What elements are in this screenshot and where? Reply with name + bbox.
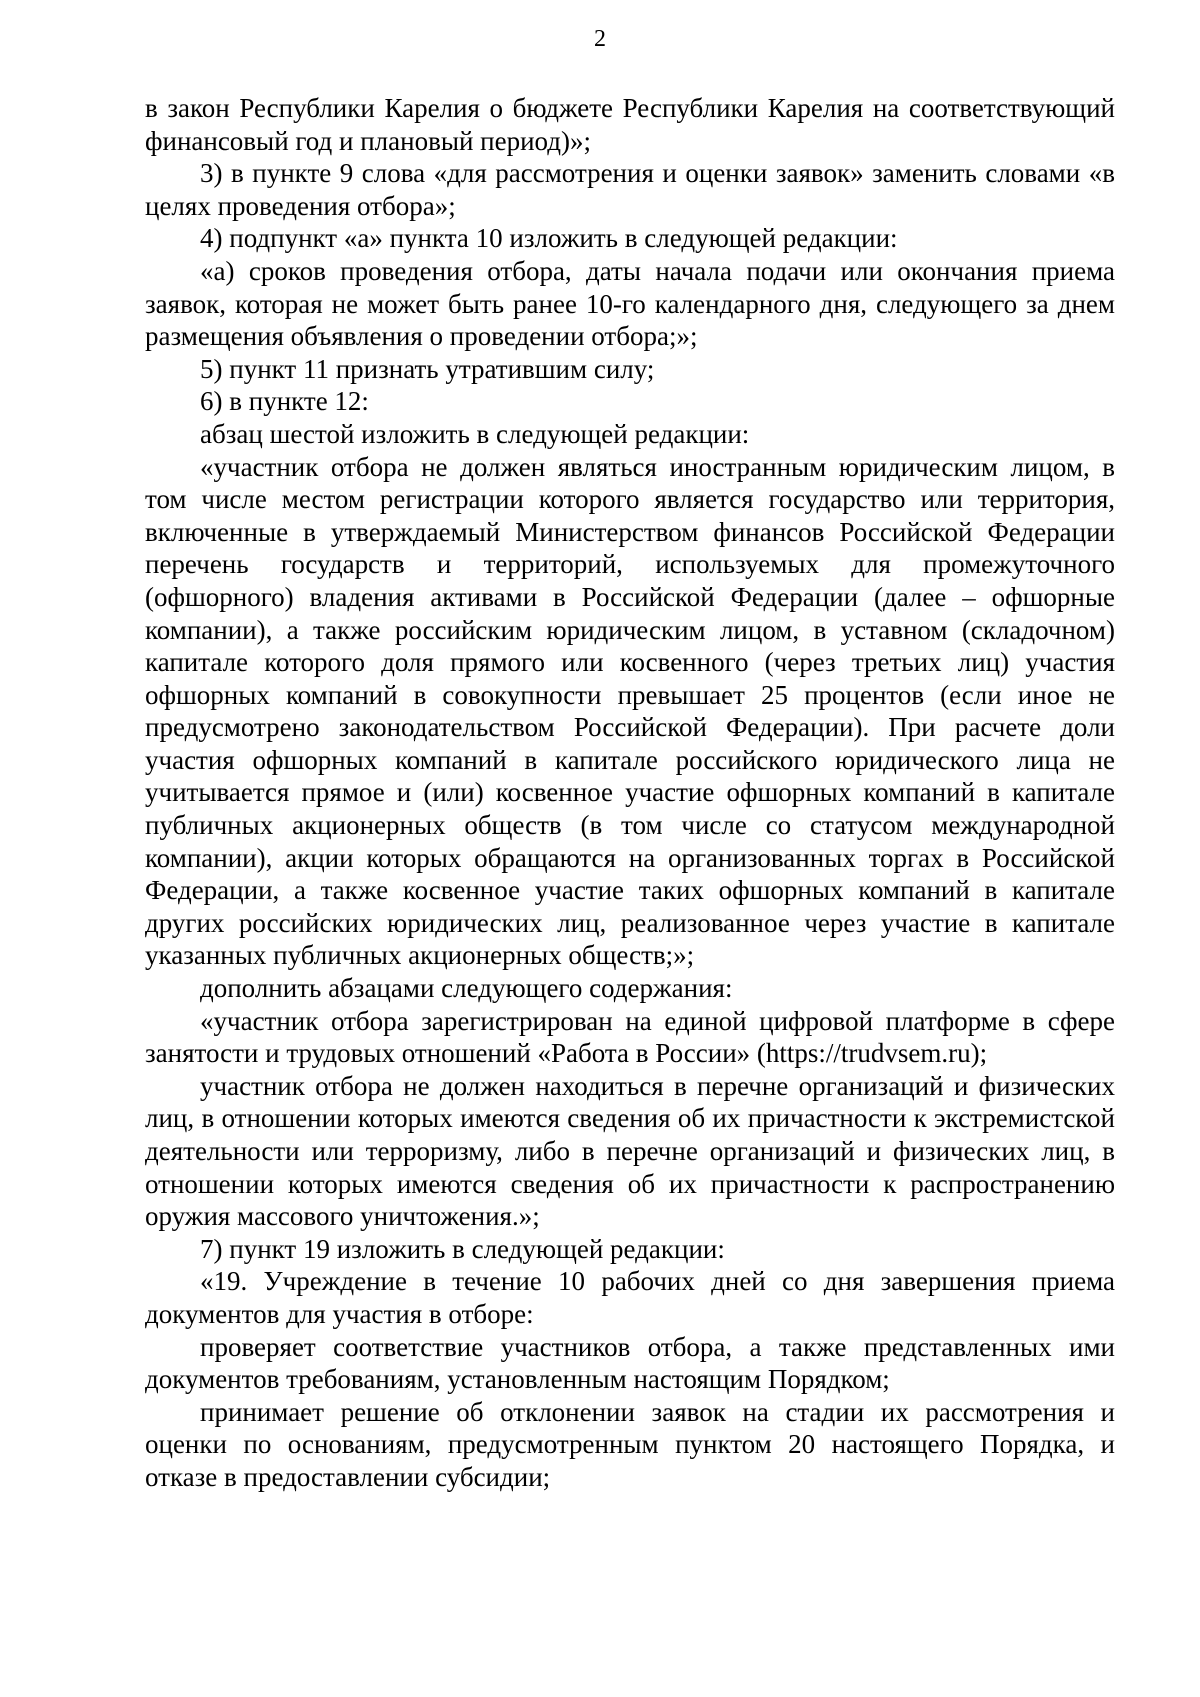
page-number: 2	[594, 26, 606, 52]
paragraph: 3) в пункте 9 слова «для рассмотрения и оценки заявок» заменить словами «в целях проведения отбора»;	[145, 158, 1115, 221]
paragraph: 5) пункт 11 признать утратившим силу;	[200, 353, 655, 384]
paragraph: 4) подпункт «а» пункта 10 изложить в следующей редакции:	[200, 223, 898, 254]
paragraph: проверяет соответствие участников отбора, а также представленных ими документов требованиям, установленным настоящим Порядком;	[145, 1331, 1115, 1395]
paragraph: абзац шестой изложить в следующей редакции:	[200, 418, 750, 449]
paragraph: в закон Республики Карелия о бюджете Республики Карелия на соответствующий финансовый год и плановый период)»;	[145, 93, 1115, 156]
paragraph: «участник отбора зарегистрирован на единой цифровой платформе в сфере занятости и трудовых отношений «Работа в России» (https://trudvsem.ru);	[145, 1005, 1115, 1069]
paragraph: 6) в пункте 12:	[200, 386, 369, 417]
paragraph: 7) пункт 19 изложить в следующей редакции:	[200, 1233, 725, 1264]
paragraph: дополнить абзацами следующего содержания:	[200, 973, 733, 1004]
paragraph: «а) сроков проведения отбора, даты начала подачи или окончания приема заявок, которая не может быть ранее 10-го календарного дня, следующего за днем размещения объявления о проведении отбора;»;	[145, 255, 1115, 352]
paragraph: «участник отбора не должен являться иностранным юридическим лицом, в том числе местом регистрации которого является государство или территория, включенные в утверждаемый Министерством финансов Российской Федерации перечень государств и территорий, используемых для промежуточного (офшорного) владения активами в Российской Федерации (далее – офшорные компании), а также российским юридическим лицом, в уставном (складочном) капитале которого доля прямого или косвенного (через третьих лиц) участия офшорных компаний в совокупности превышает 25 процентов (если иное не предусмотрено законодательством Российской Федерации). При расчете доли участия офшорных компаний в капитале российского юридического лица не учитывается прямое и (или) косвенное участие офшорных компаний в капитале публичных акционерных обществ (в том числе со статусом международной компании), акции которых обращаются на организованных торгах в Российской Федерации, а также косвенное участие таких офшорных компаний в капитале других российских юридических лиц, реализованное через участие в капитале указанных публичных акционерных обществ;»;	[145, 451, 1115, 971]
paragraph: «19. Учреждение в течение 10 рабочих дней со дня завершения приема документов для участия в отборе:	[145, 1266, 1115, 1329]
paragraph: принимает решение об отклонении заявок на стадии их рассмотрения и оценки по основаниям, предусмотренным пунктом 20 настоящего Порядка, и отказе в предоставлении субсидии;	[145, 1396, 1115, 1492]
paragraph: участник отбора не должен находиться в перечне организаций и физических лиц, в отношении которых имеются сведения об их причастности к экстремистской деятельности или терроризму, либо в перечне организаций и физических лиц, в отношении которых имеются сведения об их причастности к распространению оружия массового уничтожения.»;	[145, 1070, 1115, 1232]
document-body	[145, 92, 1115, 1494]
